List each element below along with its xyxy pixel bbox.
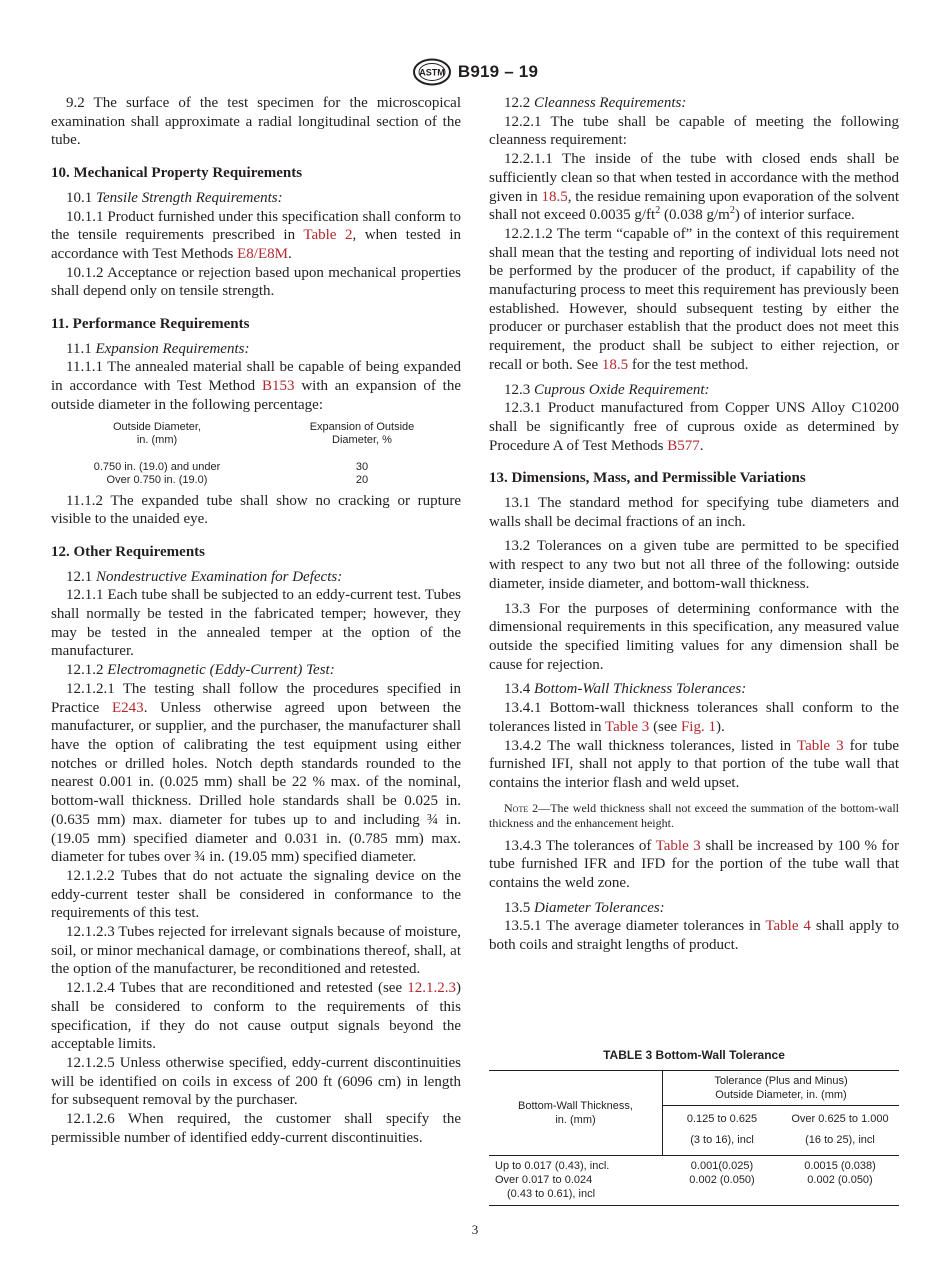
para-13-3: 13.3 For the purposes of determining conformance with the dimensional requirements in this specification, any measured value outside the specified limiting values for any dimension shall be cause for rejection. [489, 600, 899, 673]
document-designation: B919 – 19 [457, 62, 539, 81]
section-10-heading: 10. Mechanical Property Requirements [51, 165, 303, 182]
para-11-1: 11.1 Expansion Requirements: [66, 340, 250, 357]
para-12-3-1: 12.3.1 Product manufactured from Copper UNS Alloy C10200 shall be significantly free of cuprous oxide as determined by Procedure A of Test Methods B577. [489, 400, 899, 454]
table-row: Over 0.750 in. (19.0) 20 [106, 474, 369, 487]
note-2: Note 2—The weld thickness shall not exceed the summation of the bottom-wall thickness and the enhancement height. [489, 800, 899, 830]
table-row: 0.750 in. (19.0) and under 30 [93, 460, 369, 473]
table-3-grid [489, 1070, 899, 1206]
para-13-1: 13.1 The standard method for specifying tube diameters and walls shall be decimal fractions of an inch. [489, 495, 899, 530]
para-12-3: 12.3 Cuprous Oxide Requirement: [504, 381, 710, 398]
para-12-2: 12.2 Cleanness Requirements: [504, 95, 687, 111]
section-13-heading: 13. Dimensions, Mass, and Permissible Variations [489, 470, 806, 487]
para-12-1-2-1: 12.1.2.1 The testing shall follow the procedures specified in Practice E243. Unless otherwise agreed upon between the manufacturer, or supplier, and the purchaser, the manufacturer shall have the option of calibrating the test equipment using either notches or drilled holes. Notch depth standards rounded to the nearest 0.001 in. (0.025 mm) shall be 22 % max. of the nominal, bottom-wall thickness. Drilled hole standards shall be 0.025 in. (0.635 mm) max. diameter for tubes up to and including ¾ in. (19.05 mm) specified diameter and 0.031 in. (0.785 mm) max. diameter for tubes over ¾ in. (19.05 mm) specified diameter. [51, 680, 462, 866]
table-3-header [489, 1071, 899, 1156]
ref-fig-1[interactable]: Fig. 1 [680, 718, 716, 735]
para-10-1-2: 10.1.2 Acceptance or rejection based upon mechanical properties shall depend only on tensile strength. [51, 264, 461, 300]
right-column [489, 94, 899, 955]
astm-logo-icon [412, 58, 452, 86]
range-2-values: 0.0015 (0.038) 0.002 (0.050) [804, 1160, 876, 1186]
ref-12-1-2-3[interactable]: 12.1.2.3 [407, 980, 456, 997]
expansion-table [51, 421, 461, 488]
para-12-1: 12.1 Nondestructive Examination for Defects: [66, 568, 343, 585]
para-10-1-1: 10.1.1 Product furnished under this specification shall conform to the tensile requirements prescribed in Table 2, when tested in accordance with Test Methods E8/E8M. [51, 208, 461, 262]
ref-table-3[interactable]: Table 3 [604, 718, 650, 735]
para-9-2: 9.2 The surface of the test specimen for the microscopical examination shall approximate a radial longitudinal section of the tube. [51, 95, 461, 149]
section-11-heading: 11. Performance Requirements [51, 316, 250, 333]
ref-18-5[interactable]: 18.5 [601, 356, 629, 373]
para-12-1-2-5: 12.1.2.5 Unless otherwise specified, eddy-current discontinuities will be identified on coils in excess of 200 ft (6096 cm) in length for subsequent removal by the purchaser. [51, 1054, 461, 1109]
col-header-bottom-wall: Bottom-Wall Thickness, in. (mm) [518, 1100, 633, 1126]
range-1-values: 0.001(0.025) 0.002 (0.050) [689, 1160, 755, 1186]
para-12-1-2-2: 12.1.2.2 Tubes that do not actuate the signaling device on the eddy-current tester shall be considered in conformance to the requirements of this test. [51, 867, 461, 922]
para-13-4-1: 13.4.1 Bottom-wall thickness tolerances shall conform to the tolerances listed in Table 3 (see Fig. 1). [489, 700, 899, 735]
ref-table-3[interactable]: Table 3 [655, 837, 701, 854]
para-12-1-2-3: 12.1.2.3 Tubes rejected for irrelevant signals because of moisture, soil, or minor mechanical damage, or combinations thereof, shall, at the option of the manufacturer, be reconditioned and retested. [51, 924, 461, 978]
ref-b577[interactable]: B577 [667, 437, 700, 454]
ref-table-2[interactable]: Table 2 [303, 227, 353, 244]
col-header-range-2: Over 0.625 to 1.000 (16 to 25), incl [791, 1113, 889, 1146]
para-13-2: 13.2 Tolerances on a given tube are permitted to be specified with respect to any two but not all three of the following: outside diameter, inside diameter, and bottom-wall thickness. [489, 538, 899, 592]
para-12-1-2: 12.1.2 Electromagnetic (Eddy-Current) Test: [66, 662, 335, 679]
para-11-1-2: 11.1.2 The expanded tube shall show no cracking or rupture visible to the unaided eye. [51, 492, 461, 528]
para-12-2-1-1: 12.2.1.1 The inside of the tube with closed ends shall be sufficiently clean so that when tested in accordance with the method given in 18.5, the residue remaining upon evaporation of the solvent shall not exceed 0.0035 $g/ft^2$ (0.038 $g/m^2$) of interior surface. [489, 151, 900, 224]
para-12-2-1-2: 12.2.1.2 The term “capable of” in the context of this requirement shall mean that the testing and reporting of individual lots need not be performed by the producer of the product, if capability of the manufacturing process to meet this requirement has previously been established. However, should subsequent testing by either the producer or purchaser establish that the product does not meet this requirement, the product shall be subject to either rejection, or recall or both. See 18.5 for the test method. [489, 225, 899, 373]
section-12-heading: 12. Other Requirements [51, 543, 206, 560]
page-number: 3 [471, 1222, 479, 1237]
para-13-4-3: 13.4.3 The tolerances of Table 3 shall be increased by 100 % for tube furnished IFR and IFD for the portion of the tube wall that contains the weld zone. [489, 837, 900, 892]
table-row [489, 1156, 899, 1205]
page-header [0, 58, 950, 86]
ref-e8-e8m[interactable]: E8/E8M [237, 245, 288, 262]
para-12-1-2-6: 12.1.2.6 When required, the customer shall specify the permissible number of identified eddy-current discontinuities. [51, 1111, 461, 1146]
col-header-range-1: 0.125 to 0.625 (3 to 16), incl [686, 1113, 758, 1146]
ref-e243[interactable]: E243 [112, 699, 144, 716]
para-11-1-1: 11.1.1 The annealed material shall be capable of being expanded in accordance with Test Method B153 with an expansion of the outside diameter in the following percentage: [51, 359, 462, 413]
ref-b153[interactable]: B153 [261, 378, 295, 395]
para-12-1-1: 12.1.1 Each tube shall be subjected to an eddy-current test. Tubes shall normally be tested in the fabricated temper; however, they may be tested in the annealed temper at the option of the manufacturer. [51, 587, 461, 660]
para-13-5-1: 13.5.1 The average diameter tolerances in Table 4 shall apply to both coils and straight lengths of product. [489, 918, 899, 954]
row-labels: Up to 0.017 (0.43), incl. Over 0.017 to 0.024 (0.43 to 0.61), incl [495, 1160, 610, 1200]
expansion-table-header: Outside Diameter, in. (mm) Expansion of Outside Diameter, % [112, 420, 415, 447]
para-12-1-2-4: 12.1.2.4 Tubes that are reconditioned and retested (see 12.1.2.3) shall be considered to conform to the requirements of this specification, if they do not cause output signals beyond the acceptable limits. [51, 980, 461, 1053]
logo-text: ASTM [419, 67, 445, 78]
para-10-1: 10.1 Tensile Strength Requirements: [66, 189, 283, 206]
para-12-2-1: 12.2.1 The tube shall be capable of meeting the following cleanness requirement: [489, 113, 899, 149]
ref-table-3[interactable]: Table 3 [796, 737, 844, 754]
para-13-4-2: 13.4.2 The wall thickness tolerances, listed in Table 3 for tube furnished IFI, shall not apply to that portion of the tube wall that contains the interior flash and weld upset. [489, 737, 899, 791]
para-13-5: 13.5 Diameter Tolerances: [504, 899, 665, 916]
ref-table-4[interactable]: Table 4 [765, 918, 811, 935]
table-3-title: TABLE 3 Bottom-Wall Tolerance [603, 1048, 785, 1062]
col-header-tolerance: Tolerance (Plus and Minus) Outside Diameter, in. (mm) [663, 1071, 899, 1106]
table-3 [489, 1048, 899, 1206]
para-13-4: 13.4 Bottom-Wall Thickness Tolerances: [504, 681, 747, 698]
ref-18-5[interactable]: 18.5 [541, 188, 568, 205]
left-column [51, 94, 461, 1147]
